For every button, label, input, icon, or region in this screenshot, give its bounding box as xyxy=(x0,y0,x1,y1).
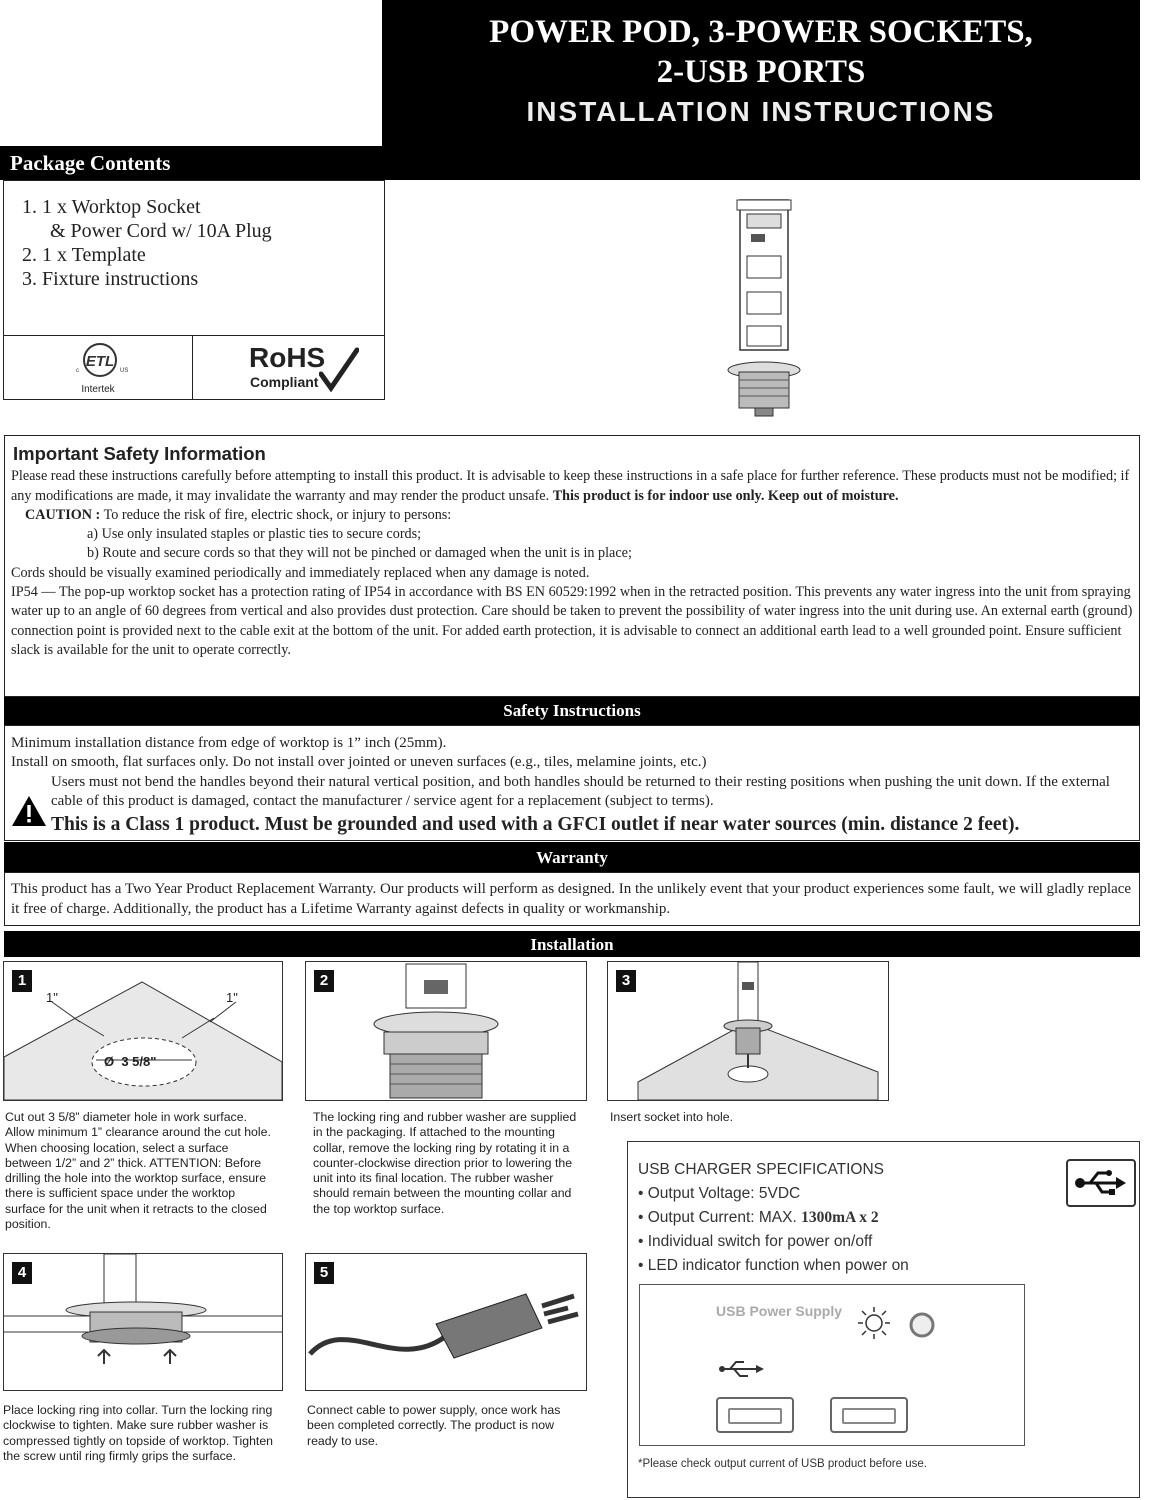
class1-warning xyxy=(11,812,1133,838)
caution-item-b: b) Route and secure cords so that they will not be pinched or damaged when the unit is in place; xyxy=(87,545,632,562)
usb-spec-voltage: • Output Voltage: 5VDC xyxy=(638,1185,801,1202)
etl-certification xyxy=(3,335,193,400)
dimension-left: 1" xyxy=(46,990,58,1005)
usb-current-value: 1300mA x 2 xyxy=(801,1209,879,1226)
power-pod-illustration xyxy=(725,196,805,418)
install-distance-note: Minimum installation distance from edge of worktop is 1” inch (25mm). xyxy=(11,735,447,751)
handles-note: Users must not bend the handles beyond their natural vertical position, and both handles should be returned to their resting positions when pushing the unit down. If the external cable of this product is damaged, contact the manufacturer / service agent for a replacement (subject to terms). xyxy=(51,773,1110,810)
step-number: 4 xyxy=(12,1262,32,1284)
cords-note: Cords should be visually examined periodically and immediately replaced when any damage is noted. xyxy=(11,564,590,581)
warranty-text: This product has a Two Year Product Replacement Warranty. Our products will perform as designed. In the unlikely event that your product experiences some fault, we will gladly replace it free of charge. Additionally, the product has a Lifetime Warranty against defects in quality or workmanship. xyxy=(4,872,1140,926)
step-1-illustration xyxy=(3,961,283,1101)
usb-small-icon xyxy=(716,1357,766,1381)
usb-power-supply-label: USB Power Supply xyxy=(716,1303,843,1319)
safety-instructions xyxy=(4,725,1140,841)
usb-spec-title: USB CHARGER SPECIFICATIONS xyxy=(638,1161,885,1178)
etl-intertek-label: Intertek xyxy=(81,384,115,395)
title-banner xyxy=(382,0,1140,180)
usb-note: *Please check output current of USB product before use. xyxy=(638,1458,927,1470)
step-number: 3 xyxy=(616,970,636,992)
dimension-right: 1" xyxy=(226,990,238,1005)
usb-spec-led: • LED indicator function when power on xyxy=(638,1257,909,1274)
warranty-title: Warranty xyxy=(4,842,1140,872)
step-3-illustration xyxy=(607,961,889,1101)
package-contents-title: Package Contents xyxy=(0,146,384,180)
surface-note: Install on smooth, flat surfaces only. Do not install over jointed or uneven surfaces (e.g., tiles, melamine joints, etc.) xyxy=(11,754,707,771)
usb-symbol-icon xyxy=(1066,1159,1136,1207)
step-1-caption: Cut out 3 5/8” diameter hole in work surface. Allow minimum 1” clearance around the cut hole. When choosing location, select a surface between 1/2” and 2” thick. ATTENTION: Before drilling the hole into the worktop surface, ensure there is sufficient space under the worktop surface for the unit when it retracts to the closed position. xyxy=(5,1110,271,1232)
title-line-2: 2-USB PORTS xyxy=(656,54,866,90)
rohs-label: RoHS xyxy=(249,342,326,373)
caution-label: CAUTION : xyxy=(25,506,101,523)
caution-item-a: a) Use only insulated staples or plastic ties to secure cords; xyxy=(87,526,422,543)
package-item: 3. Fixture instructions xyxy=(22,268,199,290)
step-number: 1 xyxy=(12,970,32,992)
checkmark-icon xyxy=(319,346,359,392)
subtitle: INSTALLATION INSTRUCTIONS xyxy=(526,96,996,127)
usb-spec-current: • Output Current: MAX. 1300mA x 2 xyxy=(638,1209,879,1226)
step-3-caption: Insert socket into hole. xyxy=(610,1110,734,1124)
step-number: 2 xyxy=(314,970,334,992)
svg-text:ETL: ETL xyxy=(85,353,115,370)
usb-spec-switch: • Individual switch for power on/off xyxy=(638,1233,873,1250)
package-item: 1. 1 x Worktop Socket xyxy=(22,196,201,218)
safety-heading: Important Safety Information xyxy=(13,443,266,464)
step-5-illustration xyxy=(305,1253,587,1391)
caution-text: To reduce the risk of fire, electric shock, or injury to persons: xyxy=(103,506,452,523)
important-safety-information xyxy=(4,435,1140,697)
package-contents-list xyxy=(3,180,385,336)
warning-icon xyxy=(11,794,47,828)
rohs-compliant-label: Compliant xyxy=(250,374,319,390)
step-4-illustration xyxy=(3,1253,283,1391)
usb-panel-diagram xyxy=(639,1284,1025,1446)
step-2-caption: The locking ring and rubber washer are supplied in the packaging. If attached to the mounting collar, remove the locking ring by rotating it in a counter-clockwise direction prior to lowering the unit into its final location. The rubber washer should remain between the mounting collar and the top worktop surface. xyxy=(313,1110,577,1216)
step-4-caption: Place locking ring into collar. Turn the locking ring clockwise to tighten. Make sure rubber washer is compressed tightly on topside of worktop. Tighten the screw until ring firmly grips the surface. xyxy=(3,1403,273,1463)
installation-title: Installation xyxy=(4,931,1140,957)
safety-intro: Please read these instructions carefully before attempting to install this product. It is advisable to keep these instructions in a safe place for further reference. These products must not be modified; if any modifications are made, it may invalidate the warranty and may render the product unsafe. xyxy=(11,468,1130,504)
indoor-use-note: This product is for indoor use only. Keep out of moisture. xyxy=(552,487,899,504)
usb-port-2 xyxy=(830,1397,908,1433)
hole-diameter: Ø 3 5/8" xyxy=(104,1054,157,1069)
svg-text:c: c xyxy=(76,368,79,374)
usb-port-1 xyxy=(716,1397,794,1433)
package-item: & Power Cord w/ 10A Plug xyxy=(50,220,272,242)
class1-warning-text: This is a Class 1 product. Must be grounded and used with a GFCI outlet if near water sources (min. distance 2 feet). xyxy=(51,813,1020,835)
ip54-note: IP54 — The pop-up worktop socket has a protection rating of IP54 in accordance with BS EN 60529:1992 when in the retracted position. This prevents any water ingress into the unit from spraying water up to an angle of 60 degrees from vertical and also provides dust protection. Care should be taken to prevent the possibility of water ingress into the unit during use. An external earth (ground) connection point is provided next to the cable exit at the bottom of the unit. For added earth protection, it is advisable to connect an additional earth lead to a well grounded point. Ensure sufficient slack is available for the unit to operate correctly. xyxy=(11,584,1133,658)
step-number: 5 xyxy=(314,1262,334,1284)
led-indicator-icon xyxy=(854,1305,944,1345)
title-line-1: POWER POD, 3-POWER SOCKETS, xyxy=(489,14,1033,50)
rohs-certification xyxy=(192,335,385,400)
usb-charger-specifications xyxy=(627,1141,1140,1498)
package-item: 2. 1 x Template xyxy=(22,244,146,266)
step-2-illustration xyxy=(305,961,587,1101)
svg-text:US: US xyxy=(120,368,129,374)
step-5-caption: Connect cable to power supply, once work has been completed correctly. The product is now ready to use. xyxy=(307,1403,561,1448)
safety-instructions-title: Safety Instructions xyxy=(4,697,1140,725)
